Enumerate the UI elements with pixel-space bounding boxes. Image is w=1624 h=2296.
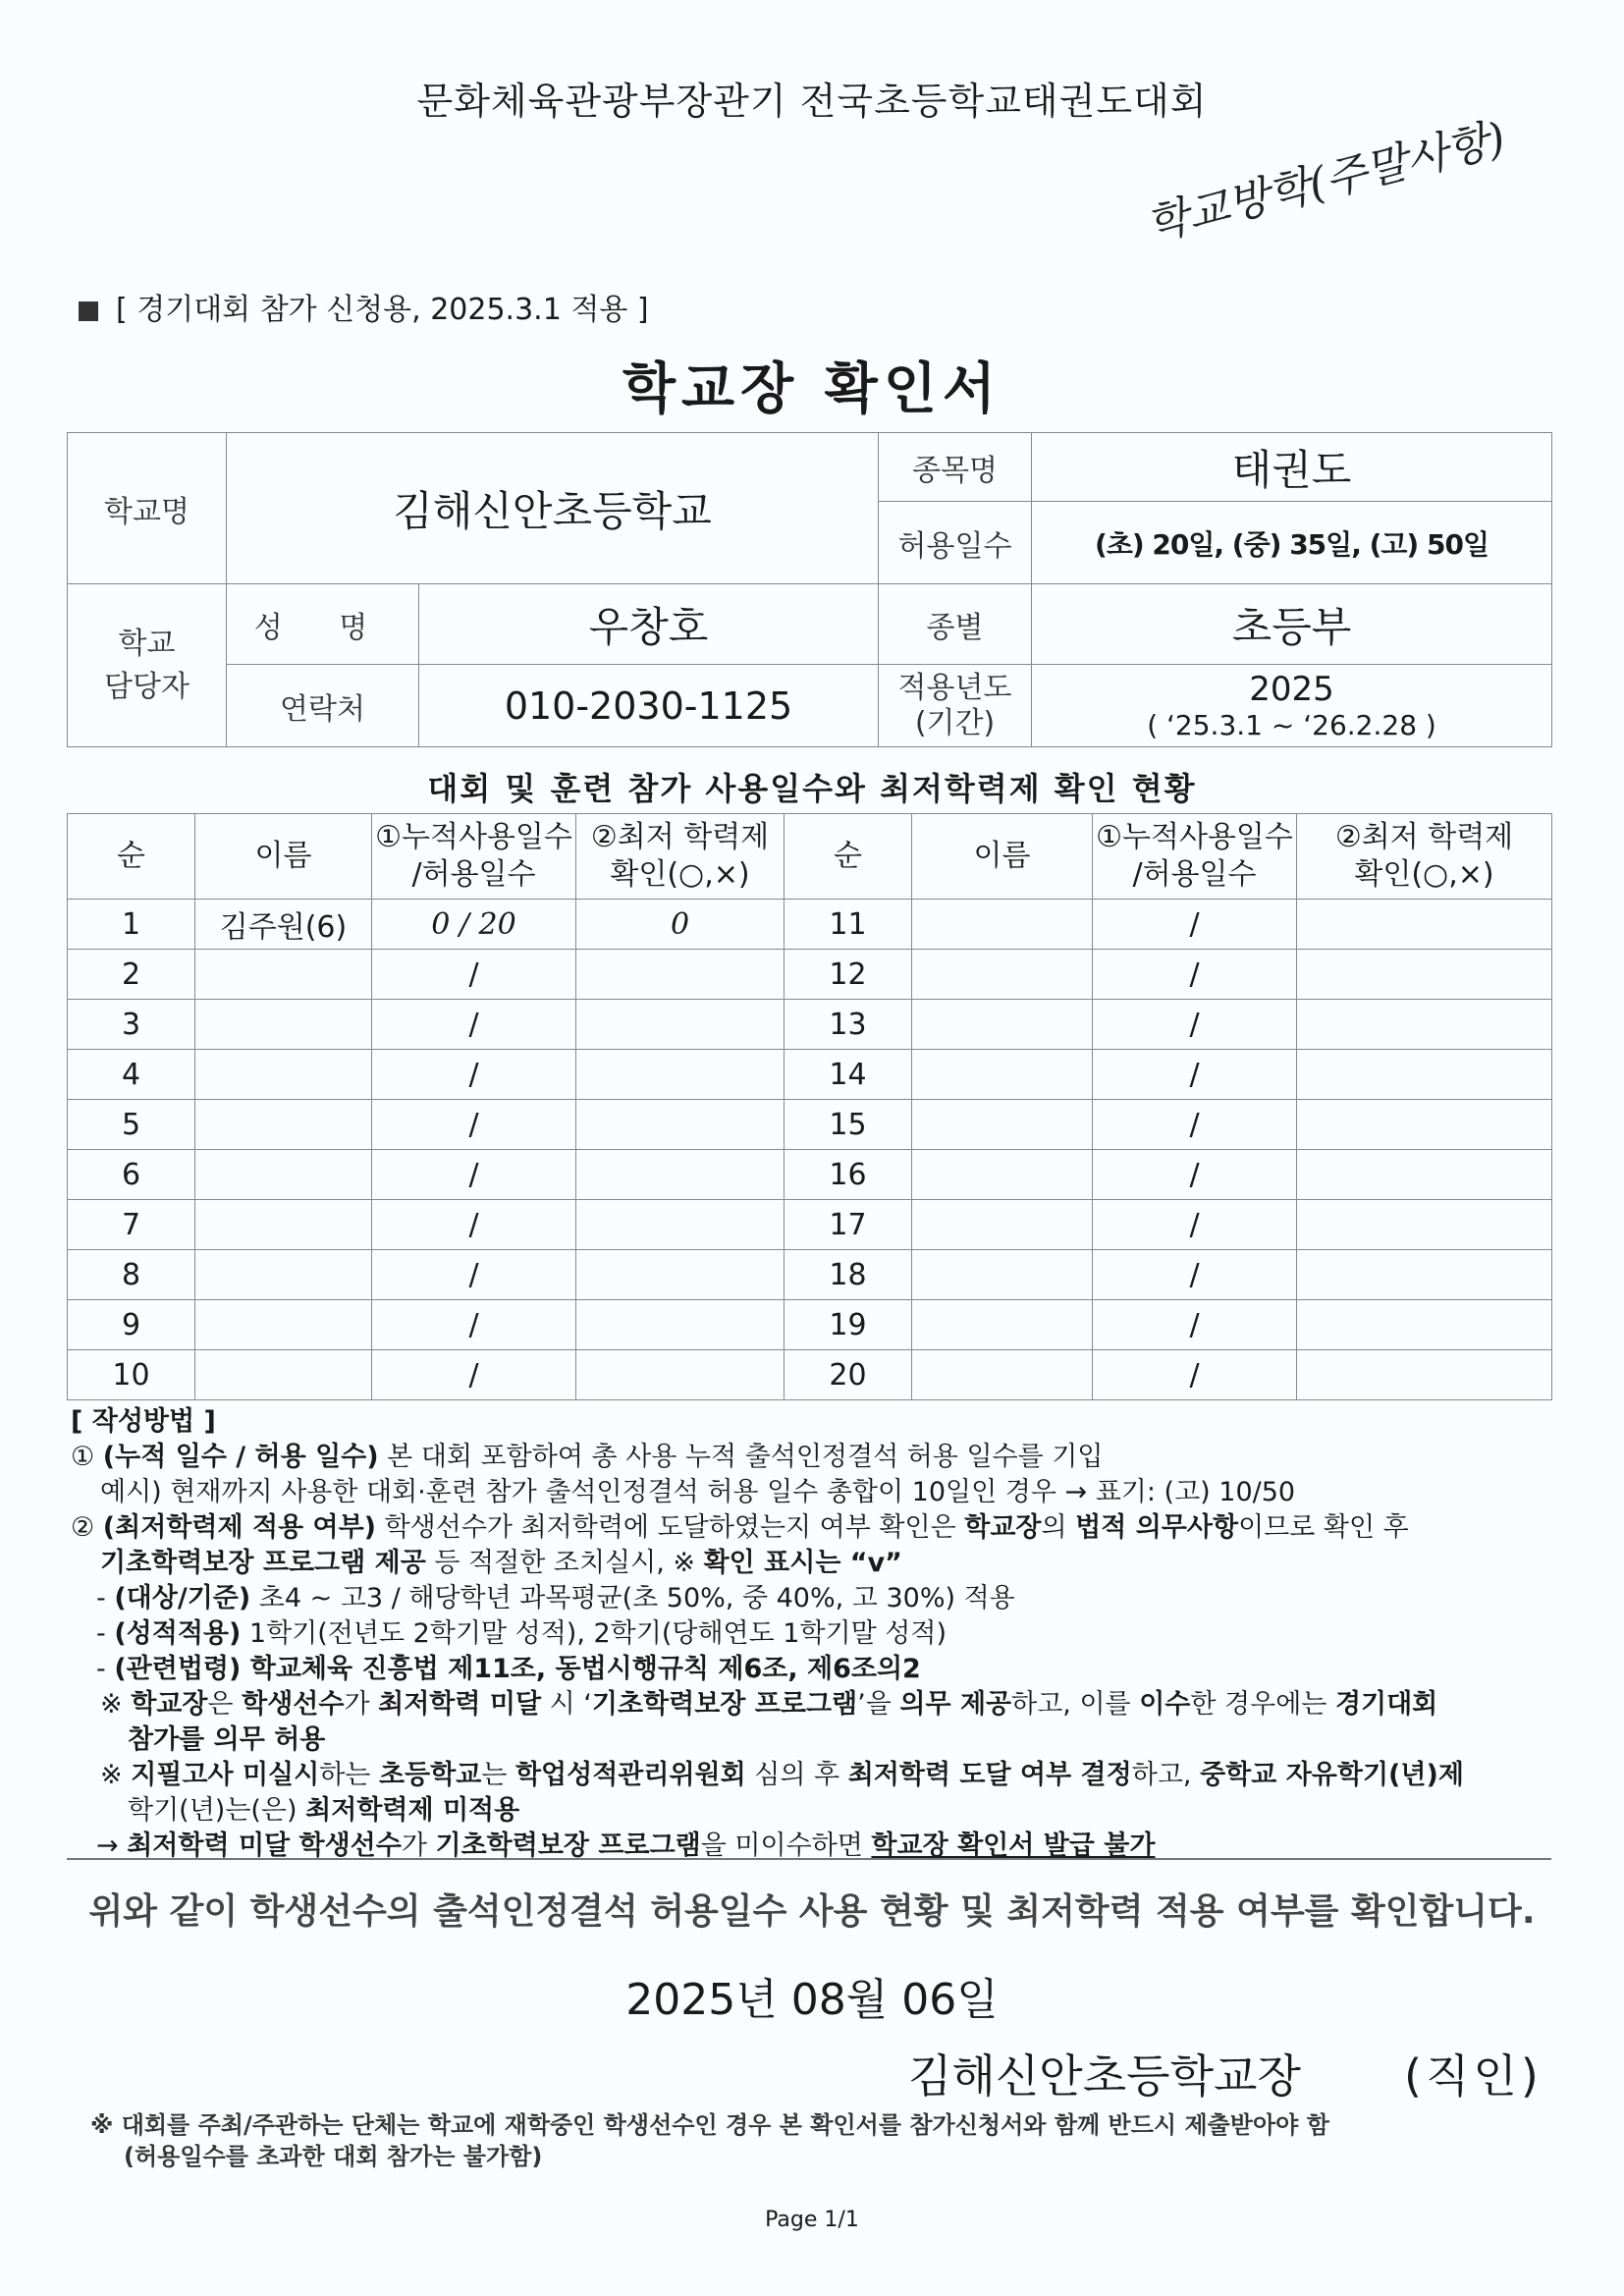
row-check: [1297, 1000, 1552, 1050]
row-check: [576, 1150, 785, 1200]
official-seal-label: (직인): [1404, 2050, 1543, 2103]
table-row: [68, 1000, 1552, 1050]
apply-line-text: [ 경기대회 참가 신청용, 2025.3.1 적용 ]: [116, 293, 649, 327]
row-check: [576, 1100, 785, 1150]
allow-value: (초) 20일, (중) 35일, (고) 50일: [1032, 502, 1552, 584]
row-name: [912, 1150, 1093, 1200]
row-name: [195, 1000, 372, 1050]
method-title: [ 작성방법 ]: [71, 1406, 216, 1437]
row-name: [912, 1350, 1093, 1400]
row-check: [576, 1050, 785, 1100]
row-number: 17: [785, 1200, 912, 1250]
handwritten-note: 학교방학(주말사항): [1141, 113, 1511, 251]
row-days: /: [372, 1350, 576, 1400]
header-no: 순: [785, 814, 912, 900]
row-check: [576, 1200, 785, 1250]
row-name: [195, 1250, 372, 1300]
row-check: [576, 1000, 785, 1050]
document-title: 학교장 확인서: [622, 357, 1002, 421]
row-check: [1297, 1300, 1552, 1350]
confirm-statement: 위와 같이 학생선수의 출석인정결석 허용일수 사용 현황 및 최저학력 적용 여부를 확인합니다.: [88, 1891, 1536, 1932]
competition-title: 문화체육관광부장관기 전국초등학교태권도대회: [416, 80, 1208, 123]
row-number: 10: [68, 1350, 195, 1400]
row-number: 11: [785, 900, 912, 950]
row-name: [195, 1150, 372, 1200]
row-name: [912, 900, 1093, 950]
status-title: 대회 및 훈련 참가 사용일수와 최저학력제 확인 현황: [427, 770, 1197, 807]
row-name: [912, 1050, 1093, 1100]
row-number: 13: [785, 1000, 912, 1050]
row-name: [912, 1300, 1093, 1350]
row-number: 12: [785, 950, 912, 1000]
division-label: 종별: [879, 584, 1032, 665]
row-days: /: [1093, 1300, 1297, 1350]
row-name: 김주원(6): [195, 900, 372, 950]
row-check: [1297, 1200, 1552, 1250]
name-value: 우창호: [419, 584, 879, 665]
manager-label: 학교 담당자: [68, 584, 227, 747]
row-check: [576, 950, 785, 1000]
row-days: /: [372, 1300, 576, 1350]
row-check: 0: [576, 900, 785, 950]
row-days: /: [1093, 1150, 1297, 1200]
table-row: [68, 1050, 1552, 1100]
method-line-2: 예시) 현재까지 사용한 대회·훈련 참가 출석인정결석 허용 일수 총합이 10일인 경우 → 표기: (고) 10/50: [100, 1477, 1296, 1507]
table-row: [68, 1100, 1552, 1150]
row-days: /: [1093, 1200, 1297, 1250]
footer-note: [90, 2109, 1563, 2172]
row-check: [1297, 1050, 1552, 1100]
row-days: /: [1093, 1050, 1297, 1100]
row-check: [1297, 1350, 1552, 1400]
row-number: 3: [68, 1000, 195, 1050]
row-check: [576, 1300, 785, 1350]
header-name: 이름: [195, 814, 372, 900]
roster-table: [67, 813, 1552, 1400]
table-row: [68, 1200, 1552, 1250]
header-no: 순: [68, 814, 195, 900]
row-number: 14: [785, 1050, 912, 1100]
table-row: [68, 1300, 1552, 1350]
table-row: [68, 950, 1552, 1000]
footer-note-1: ※ 대회를 주최/주관하는 단체는 학교에 재학중인 학생선수인 경우 본 확인서를 참가신청서와 함께 반드시 제출받아야 함: [90, 2111, 1329, 2139]
row-check: [1297, 1250, 1552, 1300]
apply-line: [79, 285, 649, 328]
method-line-10: ※ 지필고사 미실시하는 초등학교는 학업성적관리위원회 심의 후 최저학력 도달 여부 결정하고, 중학교 자유학기(년)제: [100, 1760, 1464, 1790]
table-row: [68, 1350, 1552, 1400]
footer-note-2: (허용일수를 초과한 대회 참가는 불가함): [124, 2143, 543, 2170]
row-number: 9: [68, 1300, 195, 1350]
table-row: [68, 1250, 1552, 1300]
writing-method: [71, 1404, 1563, 1864]
contact-label: 연락처: [227, 665, 419, 747]
row-name: [195, 1300, 372, 1350]
row-name: [195, 1200, 372, 1250]
square-bullet-icon: [79, 301, 98, 321]
row-check: [1297, 1150, 1552, 1200]
event-label: 종목명: [879, 433, 1032, 502]
row-number: 2: [68, 950, 195, 1000]
year-value: 2025: [1249, 670, 1334, 709]
row-days: 0 / 20: [372, 900, 576, 950]
method-line-6: - (성적적용) 1학기(전년도 2학기말 성적), 2학기(당해연도 1학기말 성적): [96, 1618, 947, 1649]
row-number: 7: [68, 1200, 195, 1250]
row-number: 1: [68, 900, 195, 950]
row-days: /: [372, 950, 576, 1000]
row-check: [576, 1350, 785, 1400]
row-name: [912, 1000, 1093, 1050]
contact-value: 010-2030-1125: [419, 665, 879, 747]
method-line-7: - (관련법령) 학교체육 진흥법 제11조, 동법시행규칙 제6조, 제6조의2: [96, 1654, 921, 1684]
method-line-4: 기초학력보장 프로그램 제공 등 적절한 조치실시, ※ 확인 표시는 “v”: [100, 1548, 902, 1578]
table-row: [68, 900, 1552, 950]
row-days: /: [372, 1150, 576, 1200]
method-line-8: ※ 학교장은 학생선수가 최저학력 미달 시 ‘기초학력보장 프로그램’을 의무 제공하고, 이를 이수한 경우에는 경기대회: [100, 1689, 1438, 1720]
division-value: 초등부: [1032, 584, 1552, 665]
row-number: 4: [68, 1050, 195, 1100]
row-days: /: [1093, 1250, 1297, 1300]
row-check: [576, 1250, 785, 1300]
method-line-11: 학기(년)는(은) 최저학력제 미적용: [128, 1795, 520, 1826]
row-days: /: [1093, 900, 1297, 950]
row-number: 20: [785, 1350, 912, 1400]
row-check: [1297, 900, 1552, 950]
row-number: 8: [68, 1250, 195, 1300]
header-name: 이름: [912, 814, 1093, 900]
header-days: ①누적사용일수 /허용일수: [1093, 814, 1297, 900]
method-line-3: ② (최저학력제 적용 여부) 학생선수가 최저학력에 도달하였는지 여부 확인은 학교장의 법적 의무사항이므로 확인 후: [71, 1512, 1409, 1543]
row-days: /: [1093, 950, 1297, 1000]
header-days: ①누적사용일수 /허용일수: [372, 814, 576, 900]
method-line-12: → 최저학력 미달 학생선수가 기초학력보장 프로그램을 미이수하면 학교장 확인서 발급 불가: [96, 1831, 1156, 1861]
issue-date: 2025년 08월 06일: [625, 1975, 999, 2025]
divider: [67, 1858, 1551, 1860]
row-days: /: [372, 1250, 576, 1300]
row-days: /: [1093, 1350, 1297, 1400]
row-name: [912, 1200, 1093, 1250]
row-days: /: [372, 1000, 576, 1050]
school-value: 김해신안초등학교: [227, 433, 879, 584]
row-check: [1297, 950, 1552, 1000]
row-name: [912, 1250, 1093, 1300]
row-name: [195, 1050, 372, 1100]
school-label: 학교명: [68, 433, 227, 584]
header-check: ②최저 학력제 확인(○,×): [1297, 814, 1552, 900]
row-name: [195, 1350, 372, 1400]
row-days: /: [372, 1200, 576, 1250]
row-number: 16: [785, 1150, 912, 1200]
method-line-5: - (대상/기준) 초4 ~ 고3 / 해당학년 과목평균(초 50%, 중 40%, 고 30%) 적용: [96, 1583, 1015, 1613]
name-label: 성 명: [227, 584, 419, 665]
info-table: [67, 432, 1552, 747]
row-name: [912, 1100, 1093, 1150]
table-row: [68, 1150, 1552, 1200]
row-number: 18: [785, 1250, 912, 1300]
row-days: /: [372, 1100, 576, 1150]
row-days: /: [372, 1050, 576, 1100]
row-name: [195, 1100, 372, 1150]
method-line-9: 참가를 의무 허용: [128, 1724, 326, 1755]
year-period: ( ‘25.3.1 ~ ‘26.2.28 ): [1147, 709, 1436, 741]
row-days: /: [1093, 1000, 1297, 1050]
row-number: 15: [785, 1100, 912, 1150]
event-value: 태권도: [1032, 433, 1552, 502]
row-number: 19: [785, 1300, 912, 1350]
row-number: 5: [68, 1100, 195, 1150]
row-name: [195, 950, 372, 1000]
row-number: 6: [68, 1150, 195, 1200]
header-check: ②최저 학력제 확인(○,×): [576, 814, 785, 900]
row-days: /: [1093, 1100, 1297, 1150]
principal-name: 김해신안초등학교장: [908, 2050, 1301, 2103]
page-number: Page 1/1: [765, 2208, 859, 2232]
row-name: [912, 950, 1093, 1000]
year-cell: [1032, 665, 1552, 747]
row-check: [1297, 1100, 1552, 1150]
year-label: 적용년도 (기간): [879, 665, 1032, 747]
method-line-1: ① (누적 일수 / 허용 일수) 본 대회 포함하여 총 사용 누적 출석인정결석 허용 일수를 기입: [71, 1442, 1104, 1472]
allow-label: 허용일수: [879, 502, 1032, 584]
